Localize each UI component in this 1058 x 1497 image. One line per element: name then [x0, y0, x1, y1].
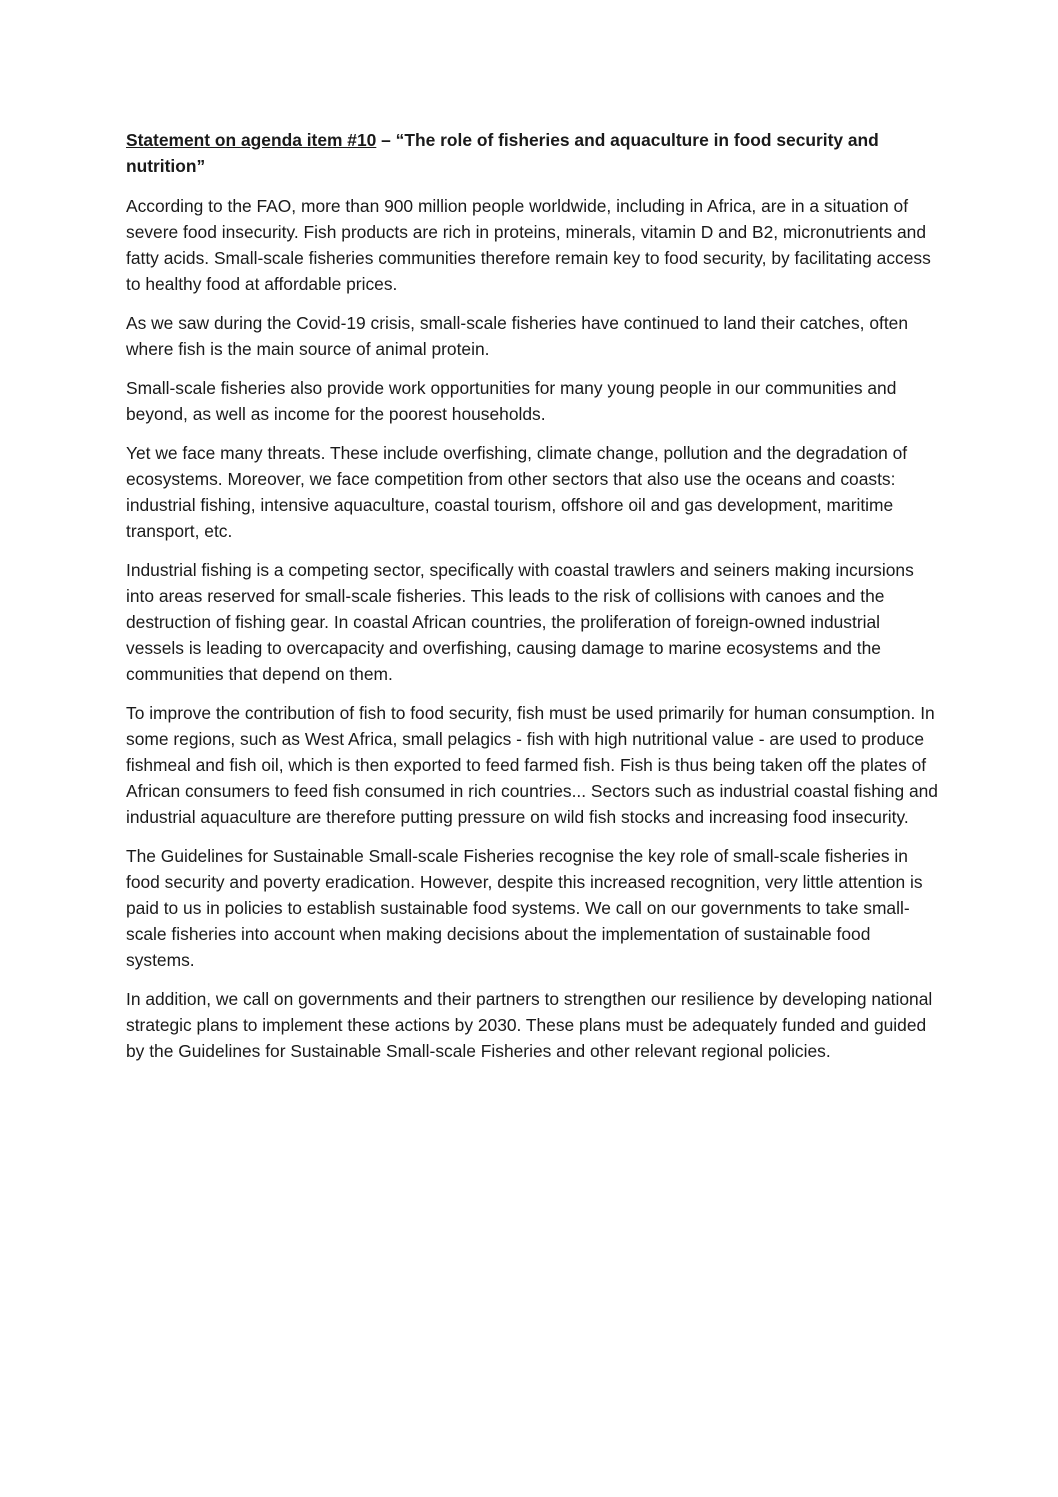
document-body	[126, 127, 938, 1077]
paragraph-guidelines: The Guidelines for Sustainable Small-scale Fisheries recognise the key role of small-scale fisheries in food security and poverty eradication. However, despite this increased recognition, very little attention is paid to us in policies to establish sustainable food systems. We call on our governments to take small-scale fisheries into account when making decisions about the implementation of sustainable food systems.	[126, 846, 923, 970]
heading-title: – “The role of fisheries and aquaculture in food security and nutrition”	[126, 130, 879, 176]
paragraph-threats: Yet we face many threats. These include overfishing, climate change, pollution and the degradation of ecosystems. Moreover, we face competition from other sectors that also use the oceans and coasts: industrial fishing, intensive aquaculture, coastal tourism, offshore oil and gas development, maritime transport, etc.	[126, 443, 908, 541]
paragraph-human-consumption: To improve the contribution of fish to food security, fish must be used primarily for human consumption. In some regions, such as West Africa, small pelagics - fish with high nutritional value - are used to produce fishmeal and fish oil, which is then exported to feed farmed fish. Fish is thus being taken off the plates of African consumers to feed fish consumed in rich countries... Sectors such as industrial coastal fishing and industrial aquaculture are therefore putting pressure on wild fish stocks and increasing food insecurity.	[126, 703, 938, 827]
statement-heading	[126, 127, 938, 179]
heading-agenda-item: Statement on agenda item #10	[126, 130, 377, 150]
paragraph-industrial-fishing: Industrial fishing is a competing sector, specifically with coastal trawlers and seiners making incursions into areas reserved for small-scale fisheries. This leads to the risk of collisions with canoes and the destruction of fishing gear. In coastal African countries, the proliferation of foreign-owned industrial vessels is leading to overcapacity and overfishing, causing damage to marine ecosystems and the communities that depend on them.	[126, 560, 914, 684]
paragraph-covid-crisis: As we saw during the Covid-19 crisis, small-scale fisheries have continued to land their catches, often where fish is the main source of animal protein.	[126, 313, 908, 359]
paragraph-food-insecurity: According to the FAO, more than 900 million people worldwide, including in Africa, are in a situation of severe food insecurity. Fish products are rich in proteins, minerals, vitamin D and B2, micronutrients and fatty acids. Small-scale fisheries communities therefore remain key to food security, by facilitating access to healthy food at affordable prices.	[126, 196, 931, 294]
paragraph-work-opportunities: Small-scale fisheries also provide work opportunities for many young people in our communities and beyond, as well as income for the poorest households.	[126, 378, 897, 424]
paragraph-resilience: In addition, we call on governments and their partners to strengthen our resilience by developing national strategic plans to implement these actions by 2030. These plans must be adequately funded and guided by the Guidelines for Sustainable Small-scale Fisheries and other relevant regional policies.	[126, 989, 933, 1061]
